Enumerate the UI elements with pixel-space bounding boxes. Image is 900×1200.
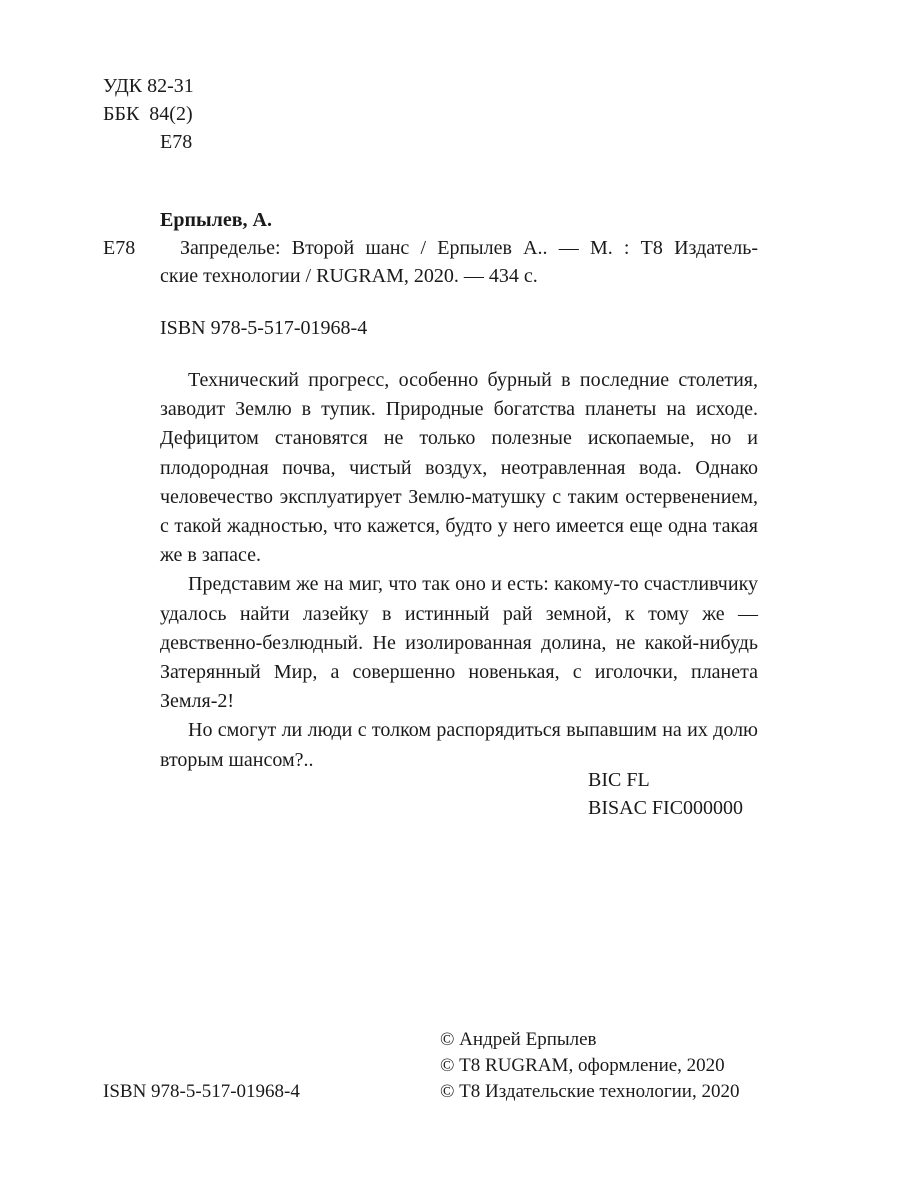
- description-line-2: ские технологии / RUGRAM, 2020. — 434 с.: [160, 265, 538, 287]
- description-line-1: Запределье: Второй шанс / Ерпылев А.. — М. : Т8 Издатель-: [180, 237, 758, 259]
- abstract-paragraph-2: Представим же на миг, что так оно и есть: какому-то счастливчику удалось найти лазейку в истинный рай земной, к тому же — девственно-безлюдный. Не изолированная долина, не какой-нибудь Затерянный Мир, а совершенно новенькая, с иголочки, планета Земля-2!: [160, 573, 758, 713]
- copyright-author: © Андрей Ерпылев: [440, 1029, 597, 1050]
- abstract: [160, 366, 758, 775]
- bisac-code: BISAC FIC000000: [588, 797, 744, 819]
- abstract-paragraph-3: Но смогут ли люди с толком распорядиться выпавшим на их долю вторым шансом?..: [160, 719, 758, 771]
- author-mark-top: Е78: [160, 131, 193, 153]
- copyright-design: © Т8 RUGRAM, оформление, 2020: [440, 1055, 725, 1076]
- author-name: Ерпылев, А.: [160, 209, 272, 231]
- author-mark-record: Е78: [103, 237, 136, 259]
- footer-isbn: ISBN 978-5-517-01968-4: [103, 1081, 300, 1102]
- bic-code: BIC FL: [588, 769, 650, 791]
- abstract-paragraph-1: Технический прогресс, особенно бурный в последние столетия, заводит Землю в тупик. Природные богатства планеты на исходе. Дефицитом становятся не только полезные ископаемые, но и плодородная почва, чистый воздух, неотравленная вода. Однако человечество эксплуатирует Землю-матушку с таким остервенением, с такой жадностью, что кажется, будто у него имеется еще одна такая же в запасе.: [160, 369, 758, 567]
- copyright-publisher: © Т8 Издательские технологии, 2020: [440, 1081, 740, 1102]
- isbn-top: ISBN 978-5-517-01968-4: [160, 317, 368, 339]
- udk-code: УДК 82-31: [103, 75, 194, 97]
- bbk-code: ББК 84(2): [103, 103, 193, 125]
- bibliographic-description: [160, 234, 758, 290]
